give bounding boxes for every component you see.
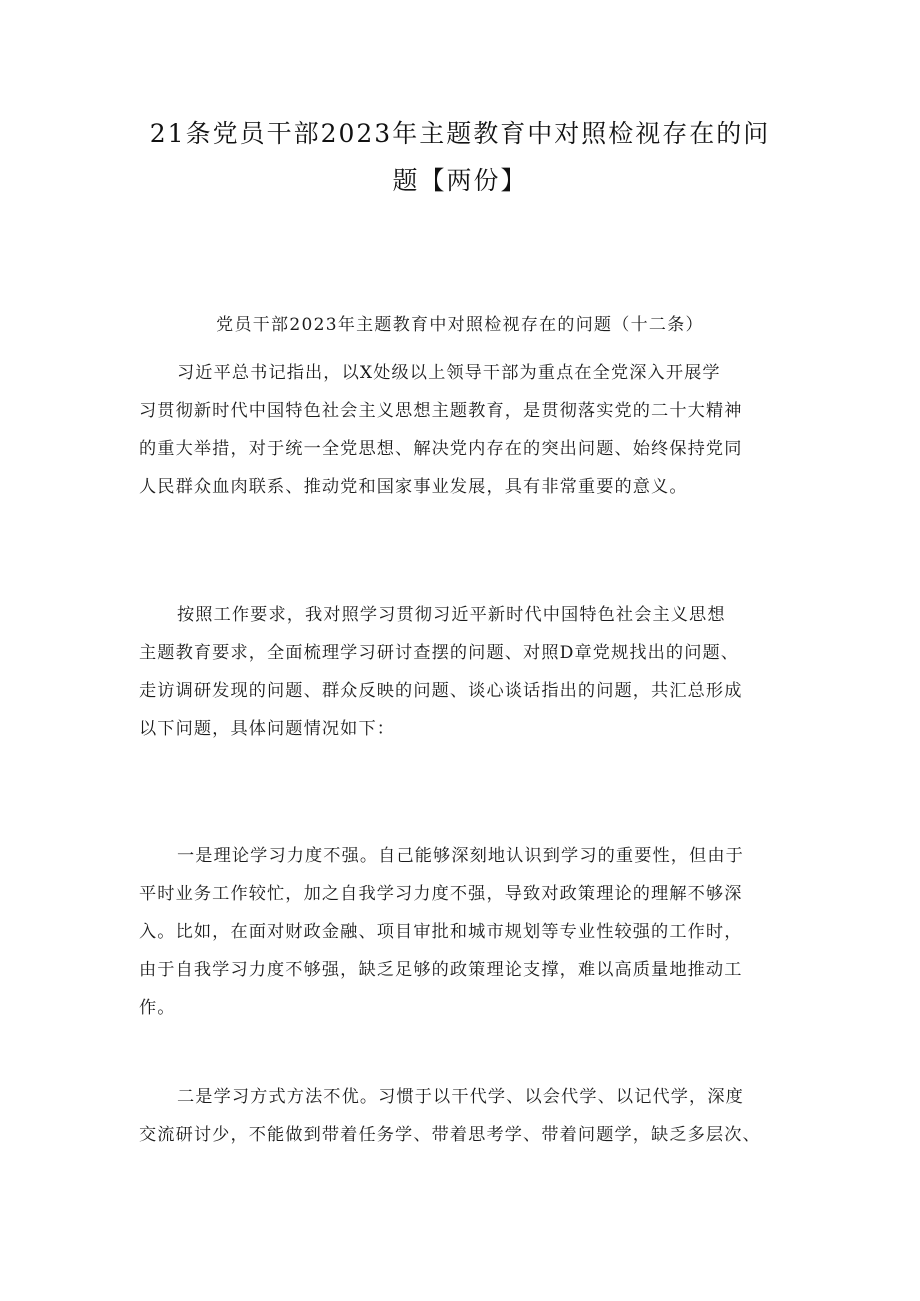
paragraph-line: 入。比如，在面对财政金融、项目审批和城市规划等专业性较强的工作时，	[139, 922, 743, 942]
document-title-line-2: 题【两份】	[392, 166, 528, 195]
paragraph-line: 走访调研发现的问题、群众反映的问题、谈心谈话指出的问题，共汇总形成	[139, 681, 743, 701]
paragraph-line: 二是学习方式方法不优。习惯于以干代学、以会代学、以记代学，深度	[177, 1087, 744, 1107]
paragraph-line: 平时业务工作较忙，加之自我学习力度不强，导致对政策理论的理解不够深	[139, 884, 743, 904]
paragraph-line: 人民群众血肉联系、推动党和国家事业发展，具有非常重要的意义。	[139, 477, 688, 497]
document-title-line-1: 21条党员干部2023年主题教育中对照检视存在的问	[149, 119, 771, 148]
document-title	[0, 110, 920, 204]
paragraph-line: 的重大举措，对于统一全党思想、解决党内存在的突出问题、始终保持党同	[139, 439, 743, 459]
paragraph-intro	[139, 354, 789, 506]
paragraph-line: 按照工作要求，我对照学习贯彻习近平新时代中国特色社会主义思想	[177, 605, 726, 625]
paragraph-line: 由于自我学习力度不够强，缺乏足够的政策理论支撑，难以高质量地推动工	[139, 960, 743, 980]
paragraph-line: 交流研讨少，不能做到带着任务学、带着思考学、带着问题学，缺乏多层次、	[139, 1125, 761, 1145]
paragraph-line: 一是理论学习力度不强。自己能够深刻地认识到学习的重要性，但由于	[177, 846, 744, 866]
paragraph-line: 作。	[139, 998, 176, 1018]
paragraph-issue-1	[139, 837, 789, 1027]
paragraph-line: 主题教育要求，全面梳理学习研讨查摆的问题、对照D章党规找出的问题、	[139, 643, 740, 663]
paragraph-issue-2	[139, 1078, 789, 1154]
paragraph-line: 以下问题，具体问题情况如下：	[139, 719, 396, 739]
paragraph-line: 习贯彻新时代中国特色社会主义思想主题教育，是贯彻落实党的二十大精神	[139, 401, 743, 421]
document-subtitle: 党员干部2023年主题教育中对照检视存在的问题（十二条）	[216, 315, 704, 335]
paragraph-requirements	[139, 596, 789, 748]
paragraph-line: 习近平总书记指出，以X处级以上领导干部为重点在全党深入开展学	[177, 363, 721, 383]
